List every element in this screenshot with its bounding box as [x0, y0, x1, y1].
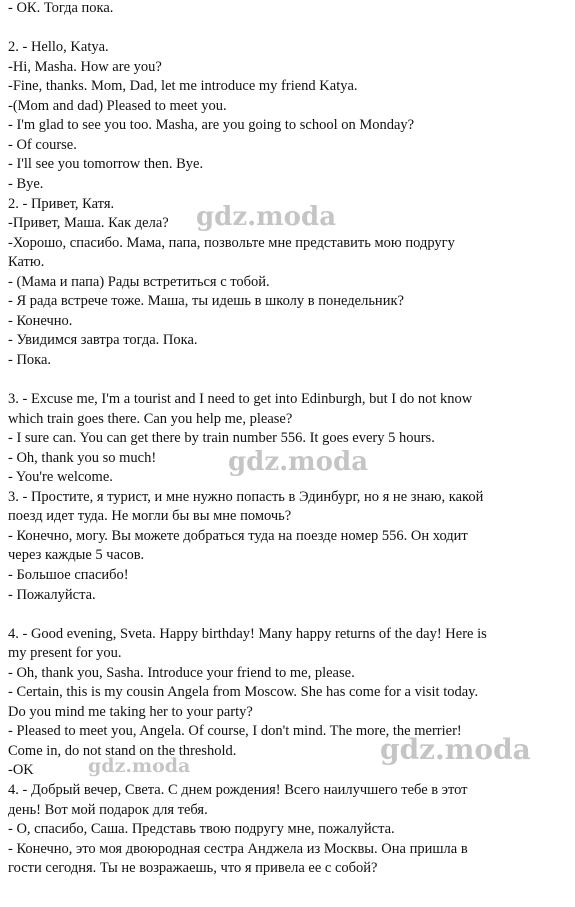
text-line: - Я рада встрече тоже. Маша, ты идешь в школу в понедельник? — [8, 293, 404, 310]
text-line: - ОК. Тогда пока. — [8, 0, 114, 16]
text-line: 2. - Привет, Катя. — [8, 195, 115, 212]
text-line: поезд идет туда. Не могли бы вы мне помочь? — [8, 508, 292, 525]
text-line: - Oh, thank you so much! — [8, 449, 157, 466]
text-line: 2. - Hello, Katya. — [8, 39, 109, 56]
text-line: -(Mom and dad) Pleased to meet you. — [8, 97, 227, 114]
text-line: my present for you. — [8, 645, 122, 662]
text-line: - Конечно, это моя двоюродная сестра Анджела из Москвы. Она пришла в — [8, 840, 468, 857]
text-line: -Hi, Masha. How are you? — [8, 58, 162, 75]
text-line: - Certain, this is my cousin Angela from Moscow. She has come for a visit today. — [8, 684, 479, 701]
text-line: -Fine, thanks. Mom, Dad, let me introduce my friend Katya. — [8, 78, 358, 95]
blank-line — [8, 19, 571, 38]
text-line: - Пока. — [8, 351, 52, 368]
blank-line — [8, 605, 571, 624]
text-line: - Of course. — [8, 136, 77, 153]
text-line: -Хорошо, спасибо. Мама, папа, позвольте мне представить мою подругу — [8, 234, 455, 251]
text-line: 3. - Excuse me, I'm a tourist and I need to get into Edinburgh, but I do not know — [8, 391, 473, 407]
text-line: - You're welcome. — [8, 469, 113, 486]
watermark: gdz.moda — [88, 755, 191, 777]
text-line: - Увидимся завтра тогда. Пока. — [8, 332, 198, 349]
text-line: - I'm glad to see you too. Masha, are you going to school on Monday? — [8, 117, 415, 134]
text-line: - Конечно, могу. Вы можете добраться туда на поезде номер 556. Он ходит — [8, 527, 468, 544]
text-line: - О, спасибо, Саша. Представь твою подругу мне, пожалуйста. — [8, 821, 395, 838]
watermark: gdz.moda — [228, 447, 369, 477]
text-line: - I sure can. You can get there by train number 556. It goes every 5 hours. — [8, 430, 435, 447]
text-line: Come in, do not stand on the threshold. — [8, 742, 237, 759]
text-line: -OK — [8, 762, 34, 779]
text-line: - (Мама и папа) Рады встретиться с тобой. — [8, 273, 270, 290]
blank-line — [8, 370, 571, 389]
watermark: gdz.moda — [380, 733, 531, 766]
text-line: - I'll see you tomorrow then. Bye. — [8, 156, 204, 173]
text-line: 4. - Добрый вечер, Света. С днем рождения! Всего наилучшего тебе в этот — [8, 782, 468, 798]
text-line: Катю. — [8, 254, 45, 271]
text-line: гости сегодня. Ты не возражаешь, что я привела ее с собой? — [8, 860, 378, 877]
watermark: gdz.moda — [196, 202, 337, 232]
text-line: - Oh, thank you, Sasha. Introduce your friend to me, please. — [8, 664, 355, 681]
text-line: -Привет, Маша. Как дела? — [8, 215, 169, 232]
text-line: which train goes there. Can you help me, please? — [8, 410, 293, 427]
text-line: Do you mind me taking her to your party? — [8, 703, 253, 720]
text-line: - Pleased to meet you, Angela. Of course, I don't mind. The more, the merrier! — [8, 723, 462, 740]
text-line: - Большое спасибо! — [8, 566, 129, 583]
text-line: - Конечно. — [8, 312, 73, 329]
text-line: 3. - Простите, я турист, и мне нужно попасть в Эдинбург, но я не знаю, какой — [8, 488, 484, 505]
text-line: через каждые 5 часов. — [8, 547, 145, 564]
text-line: - Пожалуйста. — [8, 586, 96, 603]
text-line: день! Вот мой подарок для тебя. — [8, 801, 208, 818]
text-line: - Bye. — [8, 175, 44, 192]
text-line: 4. - Good evening, Sveta. Happy birthday! Many happy returns of the day! Here is — [8, 625, 487, 642]
